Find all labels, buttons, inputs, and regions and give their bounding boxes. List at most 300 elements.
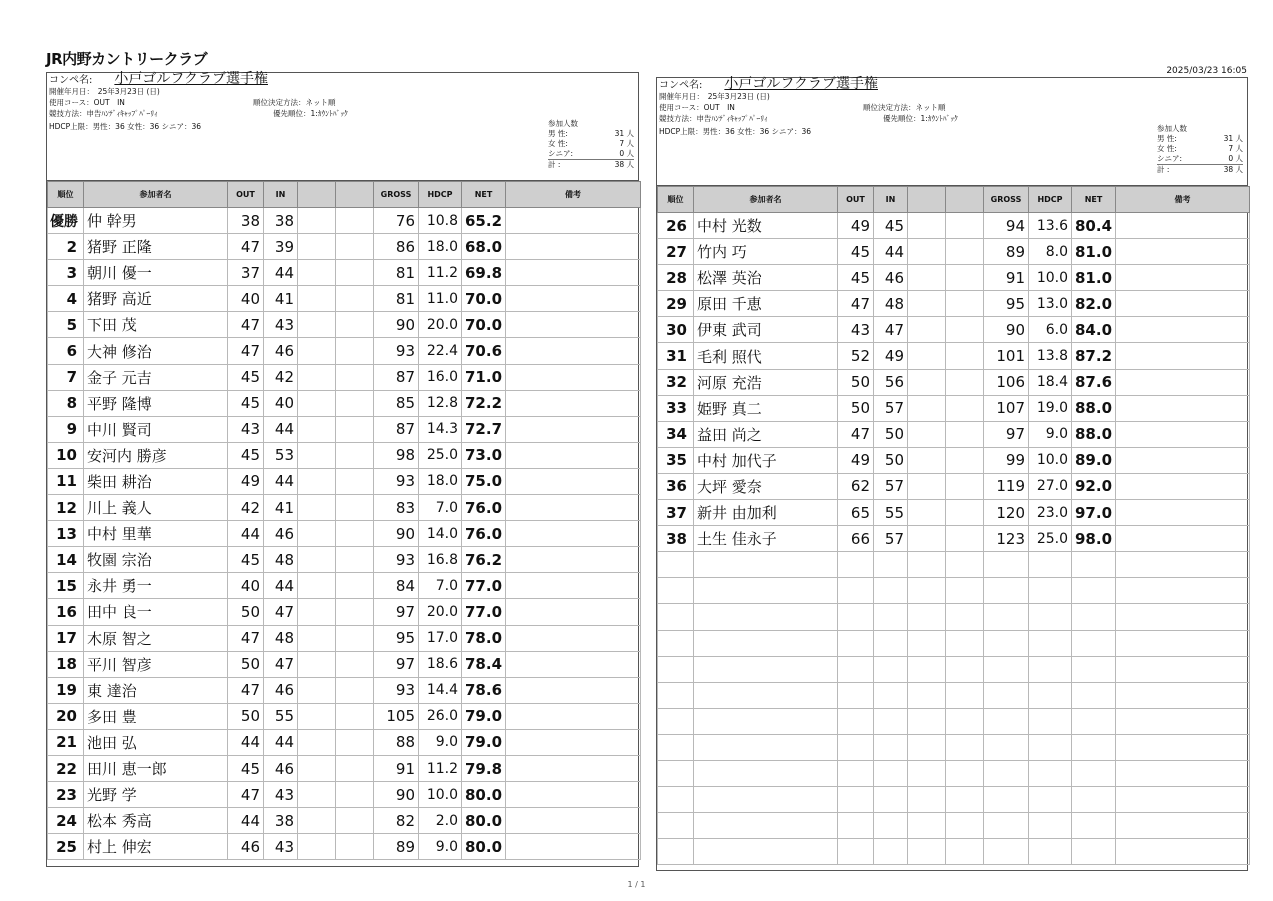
cell-blank <box>908 395 946 421</box>
cell-blank <box>298 338 336 364</box>
club-name: JR内野カントリークラブ <box>46 50 208 68</box>
cell-blank <box>946 421 984 447</box>
cell-blank <box>336 625 374 651</box>
cell-out: 40 <box>228 573 264 599</box>
table-row <box>48 312 641 338</box>
competition-name: 小戸ゴルフクラブ選手権 <box>724 76 878 92</box>
cell-rank <box>658 630 694 656</box>
cell-gross: 90 <box>374 312 419 338</box>
cell-name <box>694 578 838 604</box>
cell-name <box>694 552 838 578</box>
cell-net: 89.0 <box>1072 447 1116 473</box>
cell-blank <box>1116 213 1250 239</box>
cell-net: 77.0 <box>462 599 506 625</box>
cell-blank <box>946 708 984 734</box>
cell-in: 43 <box>264 834 298 860</box>
cell-gross: 105 <box>374 703 419 729</box>
cell-rank: 優勝 <box>48 208 84 234</box>
cell-hdcp <box>1029 787 1072 813</box>
cell-gross: 87 <box>374 416 419 442</box>
cell-hdcp: 18.0 <box>419 234 462 260</box>
cell-blank <box>946 760 984 786</box>
cell-rank: 7 <box>48 364 84 390</box>
cell-out <box>838 734 874 760</box>
cell-rank: 26 <box>658 213 694 239</box>
cell-blank <box>1116 500 1250 526</box>
cell-rank <box>658 682 694 708</box>
cell-net: 72.7 <box>462 416 506 442</box>
cell-hdcp: 18.0 <box>419 468 462 494</box>
cell-net: 88.0 <box>1072 395 1116 421</box>
cell-blank <box>506 573 641 599</box>
cell-name: 池田 弘 <box>84 729 228 755</box>
results-table-left <box>47 181 641 860</box>
cell-blank <box>1116 787 1250 813</box>
col-blank <box>298 182 336 208</box>
participants-label: 参加人数 <box>548 119 578 128</box>
cell-in: 57 <box>874 395 908 421</box>
cell-blank <box>946 265 984 291</box>
cell-hdcp: 9.0 <box>419 834 462 860</box>
format-line: 競技方法：申告ﾊﾝﾃﾞｨｷｬｯﾌﾟﾊﾟｰﾘｨ <box>659 114 768 123</box>
cell-blank <box>908 630 946 656</box>
cell-blank <box>336 495 374 521</box>
cell-out: 47 <box>228 677 264 703</box>
cell-blank <box>1116 291 1250 317</box>
cell-hdcp: 18.6 <box>419 651 462 677</box>
cell-hdcp <box>1029 656 1072 682</box>
cell-blank <box>908 213 946 239</box>
cell-gross <box>984 552 1029 578</box>
table-row <box>48 521 641 547</box>
cell-out: 45 <box>228 755 264 781</box>
cell-rank <box>658 760 694 786</box>
cell-net: 81.0 <box>1072 265 1116 291</box>
cell-blank <box>946 656 984 682</box>
cell-name <box>694 682 838 708</box>
date-line: 開催年月日： 25年3月23日 (日) <box>49 87 160 96</box>
cell-blank <box>1116 578 1250 604</box>
cell-blank <box>298 234 336 260</box>
cell-blank <box>908 604 946 630</box>
competition-label: コンペ名: <box>49 75 93 86</box>
cell-in: 57 <box>874 526 908 552</box>
results-body-right <box>658 213 1250 865</box>
format-line: 競技方法：申告ﾊﾝﾃﾞｨｷｬｯﾌﾟﾊﾟｰﾘｨ <box>49 109 158 118</box>
cell-out: 66 <box>838 526 874 552</box>
cell-blank <box>1116 604 1250 630</box>
priority-line: 優先順位：1:ｶｳﾝﾄﾊﾞｯｸ <box>273 109 348 118</box>
cell-gross: 93 <box>374 338 419 364</box>
table-row <box>48 599 641 625</box>
cell-net: 82.0 <box>1072 291 1116 317</box>
cell-in <box>874 656 908 682</box>
cell-blank <box>908 682 946 708</box>
cell-out: 47 <box>228 234 264 260</box>
cell-rank <box>658 552 694 578</box>
cell-in: 47 <box>264 599 298 625</box>
col-name: 参加者名 <box>694 187 838 213</box>
cell-hdcp: 13.6 <box>1029 213 1072 239</box>
cell-out: 50 <box>228 599 264 625</box>
rank-method: 順位決定方法：ネット順 <box>253 98 336 107</box>
cell-net <box>1072 734 1116 760</box>
cell-net: 72.2 <box>462 390 506 416</box>
cell-gross: 91 <box>374 755 419 781</box>
cell-blank <box>908 552 946 578</box>
col-net: NET <box>462 182 506 208</box>
col-hdcp: HDCP <box>419 182 462 208</box>
cell-hdcp: 18.4 <box>1029 369 1072 395</box>
cell-name: 柴田 耕治 <box>84 468 228 494</box>
cell-net: 77.0 <box>462 573 506 599</box>
cell-blank <box>1116 656 1250 682</box>
participant-counts <box>548 119 634 170</box>
cell-name: 伊東 武司 <box>694 317 838 343</box>
cell-blank <box>336 729 374 755</box>
cell-gross: 87 <box>374 364 419 390</box>
cell-name <box>694 813 838 839</box>
table-row <box>48 234 641 260</box>
cell-blank <box>506 338 641 364</box>
cell-in: 44 <box>264 260 298 286</box>
cell-in <box>874 604 908 630</box>
col-rank: 順位 <box>48 182 84 208</box>
cell-net <box>1072 682 1116 708</box>
cell-in: 41 <box>264 286 298 312</box>
cell-blank <box>506 625 641 651</box>
cell-blank <box>1116 447 1250 473</box>
cell-gross: 83 <box>374 495 419 521</box>
cell-out: 44 <box>228 808 264 834</box>
cell-blank <box>506 755 641 781</box>
cell-out: 44 <box>228 729 264 755</box>
col-hdcp: HDCP <box>1029 187 1072 213</box>
col-note: 備考 <box>1116 187 1250 213</box>
table-row <box>48 677 641 703</box>
cell-rank: 31 <box>658 343 694 369</box>
cell-net: 88.0 <box>1072 421 1116 447</box>
cell-out: 45 <box>228 390 264 416</box>
cell-name: 牧園 宗治 <box>84 547 228 573</box>
cell-name: 田川 恵一郎 <box>84 755 228 781</box>
cell-blank <box>946 447 984 473</box>
table-row <box>48 808 641 834</box>
cell-rank: 13 <box>48 521 84 547</box>
cell-blank <box>946 682 984 708</box>
cell-in: 57 <box>874 473 908 499</box>
table-row <box>48 442 641 468</box>
cell-hdcp: 13.8 <box>1029 343 1072 369</box>
cell-blank <box>298 364 336 390</box>
priority-line: 優先順位：1:ｶｳﾝﾄﾊﾞｯｸ <box>883 114 958 123</box>
cell-rank: 6 <box>48 338 84 364</box>
cell-out: 50 <box>838 395 874 421</box>
cell-blank <box>1116 265 1250 291</box>
cell-in <box>874 708 908 734</box>
cell-blank <box>336 547 374 573</box>
cell-blank <box>908 787 946 813</box>
cell-gross <box>984 630 1029 656</box>
table-row <box>658 343 1250 369</box>
cell-gross <box>984 760 1029 786</box>
table-row <box>48 495 641 521</box>
cell-out: 50 <box>228 703 264 729</box>
cell-blank <box>908 473 946 499</box>
table-row <box>48 834 641 860</box>
course-line: 使用コース：OUT IN <box>659 103 735 112</box>
cell-blank <box>298 755 336 781</box>
cell-net: 80.0 <box>462 808 506 834</box>
cell-gross: 82 <box>374 808 419 834</box>
cell-blank <box>336 442 374 468</box>
cell-gross <box>984 682 1029 708</box>
participant-counts <box>1157 124 1243 175</box>
table-row <box>48 573 641 599</box>
cell-blank <box>336 234 374 260</box>
cell-hdcp: 14.0 <box>419 521 462 547</box>
empty-row <box>658 682 1250 708</box>
cell-blank <box>506 495 641 521</box>
cell-out <box>838 708 874 734</box>
cell-name: 下田 茂 <box>84 312 228 338</box>
cell-name: 安河内 勝彦 <box>84 442 228 468</box>
empty-row <box>658 760 1250 786</box>
cell-out: 45 <box>228 547 264 573</box>
cell-blank <box>336 338 374 364</box>
table-row <box>658 500 1250 526</box>
cell-rank: 29 <box>658 291 694 317</box>
cell-blank <box>298 573 336 599</box>
cell-rank: 25 <box>48 834 84 860</box>
cell-blank <box>946 787 984 813</box>
cell-in <box>874 682 908 708</box>
cell-hdcp: 23.0 <box>1029 500 1072 526</box>
cell-hdcp <box>1029 604 1072 630</box>
cell-in <box>874 552 908 578</box>
cell-blank <box>908 500 946 526</box>
cell-gross <box>984 604 1029 630</box>
cell-out <box>838 578 874 604</box>
table-row <box>48 416 641 442</box>
cell-blank <box>908 343 946 369</box>
cell-blank <box>908 708 946 734</box>
cell-in: 44 <box>264 468 298 494</box>
cell-net: 69.8 <box>462 260 506 286</box>
cell-blank <box>298 808 336 834</box>
cell-rank <box>658 656 694 682</box>
table-row <box>48 468 641 494</box>
cell-name: 毛利 照代 <box>694 343 838 369</box>
cell-hdcp <box>1029 760 1072 786</box>
cell-blank <box>1116 369 1250 395</box>
cell-rank: 35 <box>658 447 694 473</box>
cell-gross: 90 <box>374 782 419 808</box>
cell-net: 78.0 <box>462 625 506 651</box>
cell-rank: 20 <box>48 703 84 729</box>
cell-out <box>838 604 874 630</box>
cell-in: 46 <box>264 521 298 547</box>
empty-row <box>658 604 1250 630</box>
cell-gross: 76 <box>374 208 419 234</box>
cell-out <box>838 760 874 786</box>
table-row <box>658 369 1250 395</box>
cell-rank: 16 <box>48 599 84 625</box>
cell-gross: 97 <box>984 421 1029 447</box>
cell-out: 47 <box>838 291 874 317</box>
table-row <box>48 208 641 234</box>
cell-hdcp <box>1029 839 1072 865</box>
cell-blank <box>908 526 946 552</box>
competition-header <box>47 73 638 181</box>
cell-in: 55 <box>874 500 908 526</box>
cell-in: 44 <box>264 729 298 755</box>
hdcp-limit-line: HDCP上限：男性：36 女性：36 シニア：36 <box>49 122 202 131</box>
table-row <box>48 260 641 286</box>
cell-out: 40 <box>228 286 264 312</box>
col-blank <box>908 187 946 213</box>
cell-blank <box>1116 421 1250 447</box>
cell-gross: 95 <box>374 625 419 651</box>
cell-rank: 24 <box>48 808 84 834</box>
cell-blank <box>506 729 641 755</box>
cell-gross <box>984 708 1029 734</box>
cell-blank <box>1116 317 1250 343</box>
count-male: 男 性: 31 人 <box>548 129 634 138</box>
table-row <box>48 703 641 729</box>
cell-name: 新井 由加利 <box>694 500 838 526</box>
cell-gross: 93 <box>374 547 419 573</box>
cell-blank <box>336 312 374 338</box>
cell-hdcp: 10.0 <box>1029 447 1072 473</box>
cell-net: 71.0 <box>462 364 506 390</box>
cell-blank <box>336 390 374 416</box>
cell-hdcp: 20.0 <box>419 312 462 338</box>
cell-blank <box>1116 734 1250 760</box>
col-gross: GROSS <box>374 182 419 208</box>
cell-gross: 93 <box>374 677 419 703</box>
cell-name: 光野 学 <box>84 782 228 808</box>
cell-rank: 36 <box>658 473 694 499</box>
cell-in: 47 <box>264 651 298 677</box>
cell-blank <box>946 473 984 499</box>
cell-blank <box>298 416 336 442</box>
cell-in: 46 <box>264 755 298 781</box>
table-row <box>48 338 641 364</box>
cell-in: 38 <box>264 808 298 834</box>
table-row <box>48 782 641 808</box>
cell-blank <box>1116 682 1250 708</box>
empty-row <box>658 552 1250 578</box>
cell-in <box>874 760 908 786</box>
cell-rank: 34 <box>658 421 694 447</box>
cell-in <box>874 630 908 656</box>
cell-gross: 101 <box>984 343 1029 369</box>
cell-blank <box>298 703 336 729</box>
cell-net: 76.2 <box>462 547 506 573</box>
cell-blank <box>506 468 641 494</box>
cell-net <box>1072 552 1116 578</box>
cell-out: 43 <box>838 317 874 343</box>
cell-rank: 18 <box>48 651 84 677</box>
cell-name: 永井 勇一 <box>84 573 228 599</box>
cell-net <box>1072 630 1116 656</box>
cell-name <box>694 787 838 813</box>
col-rank: 順位 <box>658 187 694 213</box>
table-row <box>658 265 1250 291</box>
cell-net: 87.2 <box>1072 343 1116 369</box>
cell-rank: 32 <box>658 369 694 395</box>
cell-gross: 106 <box>984 369 1029 395</box>
table-row <box>48 390 641 416</box>
cell-net <box>1072 760 1116 786</box>
cell-out: 46 <box>228 834 264 860</box>
cell-blank <box>908 447 946 473</box>
cell-gross: 97 <box>374 651 419 677</box>
cell-in: 55 <box>264 703 298 729</box>
cell-rank <box>658 839 694 865</box>
cell-name: 中村 光数 <box>694 213 838 239</box>
cell-name <box>694 656 838 682</box>
cell-rank: 14 <box>48 547 84 573</box>
rank-method: 順位決定方法：ネット順 <box>863 103 946 112</box>
col-blank <box>946 187 984 213</box>
cell-rank: 19 <box>48 677 84 703</box>
cell-in: 56 <box>874 369 908 395</box>
count-female: 女 性: 7 人 <box>548 139 634 148</box>
cell-gross: 93 <box>374 468 419 494</box>
cell-blank <box>946 395 984 421</box>
cell-hdcp: 25.0 <box>419 442 462 468</box>
cell-blank <box>506 521 641 547</box>
cell-out: 47 <box>228 312 264 338</box>
cell-blank <box>506 416 641 442</box>
cell-blank <box>946 317 984 343</box>
cell-blank <box>946 369 984 395</box>
cell-blank <box>908 421 946 447</box>
cell-blank <box>908 839 946 865</box>
cell-blank <box>908 760 946 786</box>
cell-rank: 22 <box>48 755 84 781</box>
cell-net: 70.0 <box>462 286 506 312</box>
table-row <box>48 547 641 573</box>
count-senior: シニア: 0 人 <box>1157 154 1243 163</box>
cell-blank <box>298 495 336 521</box>
cell-blank <box>336 364 374 390</box>
cell-blank <box>506 599 641 625</box>
cell-blank <box>908 317 946 343</box>
results-panel-left <box>46 72 639 867</box>
cell-hdcp: 16.8 <box>419 547 462 573</box>
cell-rank <box>658 578 694 604</box>
cell-rank: 9 <box>48 416 84 442</box>
cell-name: 猪野 高近 <box>84 286 228 312</box>
cell-blank <box>946 526 984 552</box>
cell-name <box>694 604 838 630</box>
cell-blank <box>298 651 336 677</box>
cell-rank: 30 <box>658 317 694 343</box>
cell-in <box>874 787 908 813</box>
cell-in: 44 <box>264 416 298 442</box>
cell-net: 70.6 <box>462 338 506 364</box>
cell-hdcp: 17.0 <box>419 625 462 651</box>
cell-out <box>838 787 874 813</box>
cell-net: 79.0 <box>462 729 506 755</box>
cell-net: 79.8 <box>462 755 506 781</box>
cell-out: 37 <box>228 260 264 286</box>
cell-net: 78.6 <box>462 677 506 703</box>
cell-hdcp: 12.8 <box>419 390 462 416</box>
